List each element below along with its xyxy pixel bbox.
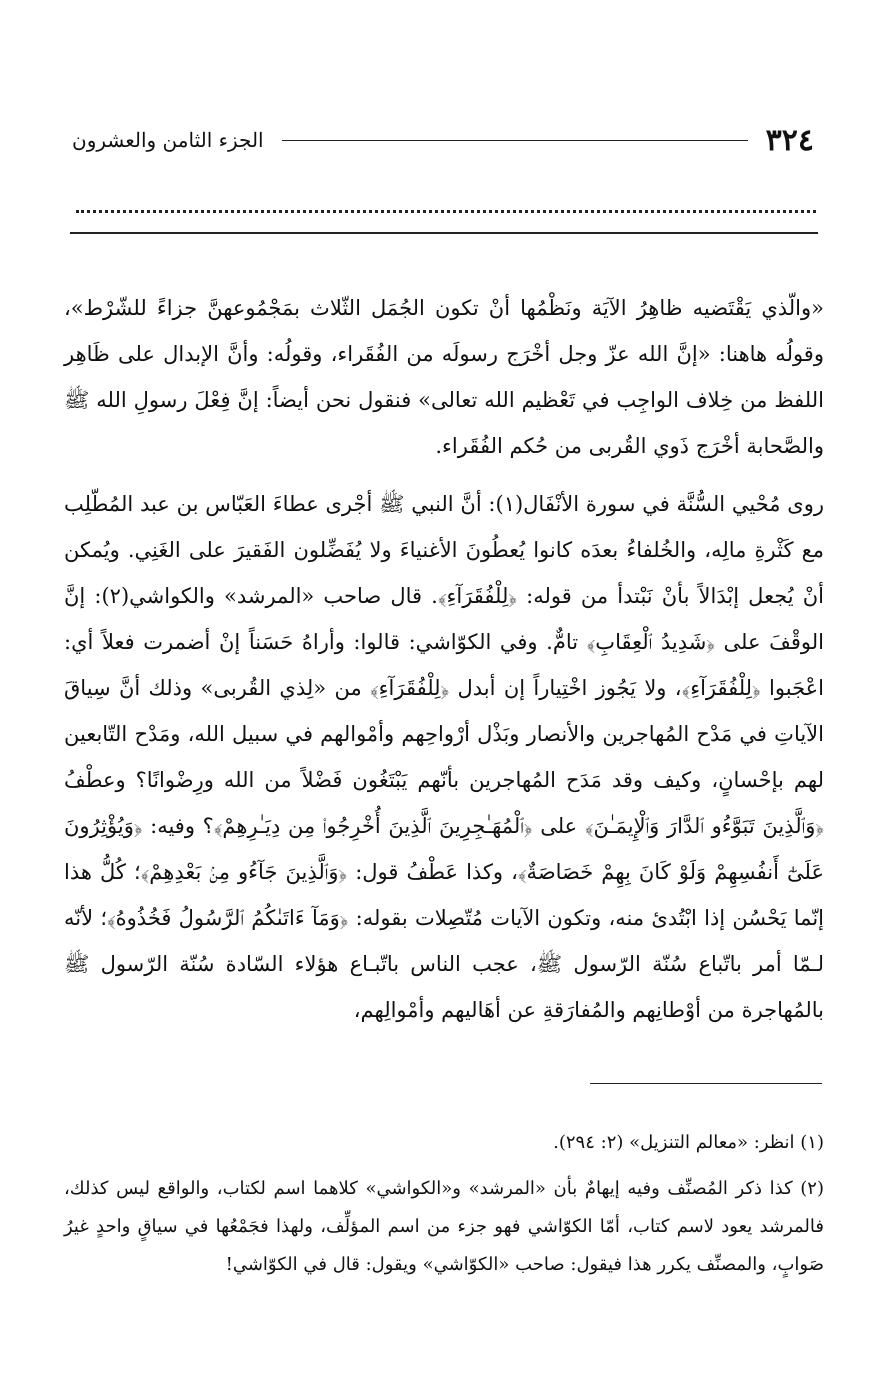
- page-header: [72, 120, 814, 160]
- body-paragraph-1: «والّذي يَقْتَضيه ظاهِرُ الآيَة ونَظْمُها أنْ تكون الجُمَل الثّلاث بمَجْمُوعهنَّ جزاءً للشّرْط»، وقولُه هاهنا: «إنَّ الله عزّ وجل أخْرَج رسولَه من الفُقَراء، وقولُه: وأنَّ الإبدال على ظَاهِر اللفظ من خِلاف الواجِب في تَعْظيم الله تعالى» فنقول نحن أيضاً: إنَّ فِعْلَ رسولِ الله ﷺ والصَّحابة أخْرَج ذَوي القُربى من حُكم الفُقَراء.: [64, 296, 824, 458]
- header-rule: [282, 140, 748, 141]
- footnote-1: (١) انظر: «معالم التنزيل» (٢: ٢٩٤).: [553, 1132, 824, 1153]
- ellipsis-dots-divider: [76, 196, 816, 213]
- running-title: الجزء الثامن والعشرون: [72, 128, 264, 152]
- footnote-separator: [590, 1083, 822, 1084]
- body-paragraph-2: روى مُحْيي السُّنَّة في سورة الأنْفَال(١): أنَّ النبي ﷺ أجْرى عطاءَ العَبّاس بن عبد المُطّلِب مع كَثْرةِ مالِه، والخُلفاءُ بعدَه كانوا يُعطُونَ الأغنياءَ ولا يُفَضِّلون الفَقيرَ على الغَنِي. ويُمكن أنْ يُجعل إبْدَالاً بأنْ نَبْتدأ من قوله: ﴿لِلْفُقَرَآءِ﴾. قال صاحب «المرشد» والكواشي(٢): إنَّ الوقْفَ على ﴿شَدِيدُ ٱلْعِقَابِ﴾ تامٌّ. وفي الكوّاشي: قالوا: وأراهُ حَسَناً إنْ أضمرت فعلاً أي: اعْجَبوا ﴿لِلْفُقَرَآءِ﴾، ولا يَجُوز اخْتِياراً إن أبدل ﴿لِلْفُقَرَآءِ﴾ من «لِذي القُربى» وذلك أنَّ سِياقَ الآياتِ في مَدْح المُهاجرين والأنصار وبَذْل أرْواحِهم وأمْوالهم في سبيل الله، ومَدْح التّابعين لهم بإحْسانٍ، وكيف وقد مَدَح المُهاجرين بأنّهم يَبْتَغُون فَضْلاً من الله ورِضْوانًا؟ وعطْفُ ﴿وَٱلَّذِينَ تَبَوَّءُو ٱلدَّارَ وَٱلْإِيمَـٰنَ﴾ على ﴿ٱلْمُهَـٰجِرِينَ ٱلَّذِينَ أُخْرِجُوا۟ مِن دِيَـٰرِهِمْ﴾؟ وفيه: ﴿وَيُؤْثِرُونَ عَلَىٰٓ أَنفُسِهِمْ وَلَوْ كَانَ بِهِمْ خَصَاصَةٌ﴾، وكذا عَطْفُ قول: ﴿وَٱلَّذِينَ جَآءُو مِنۢ بَعْدِهِمْ﴾؛ كُلُّ هذا إنّما يَحْسُن إذا ابْتُدئ منه، وتكون الآيات مُتّصِلات بقوله: ﴿وَمَآ ءَاتَىٰكُمُ ٱلرَّسُولُ فَخُذُوهُ﴾؛ لأنّه لـمّا أمر باتّباع سُنّة الرّسول ﷺ، عجب الناس باتّبـاع هؤلاء السّادة سُنّة الرّسول ﷺ بالمُهاجرة من أوْطانِهم والمُفارَقةِ عن أهَاليهم وأمْوالِهم،: [64, 492, 824, 1022]
- footnote-2: (٢) كذا ذكر المُصنِّف وفيه إيهامٌ بأن «المرشد» و«الكواشي» كلاهما اسم لكتاب، والواقع ليس كذلك، فالمرشد يعود لاسم كتاب، أمّا الكوّاشي فهو جزء من اسم المؤلِّف، ولهذا فجَمْعُها في سياقٍ واحدٍ غيرُ صَوابٍ، والمصنِّف يكرر هذا فيقول: صاحب «الكوّاشي» ويقول: قال في الكوّاشي!: [64, 1178, 824, 1275]
- header-divider: [70, 232, 818, 234]
- page-number: ٣٢٤: [765, 122, 814, 158]
